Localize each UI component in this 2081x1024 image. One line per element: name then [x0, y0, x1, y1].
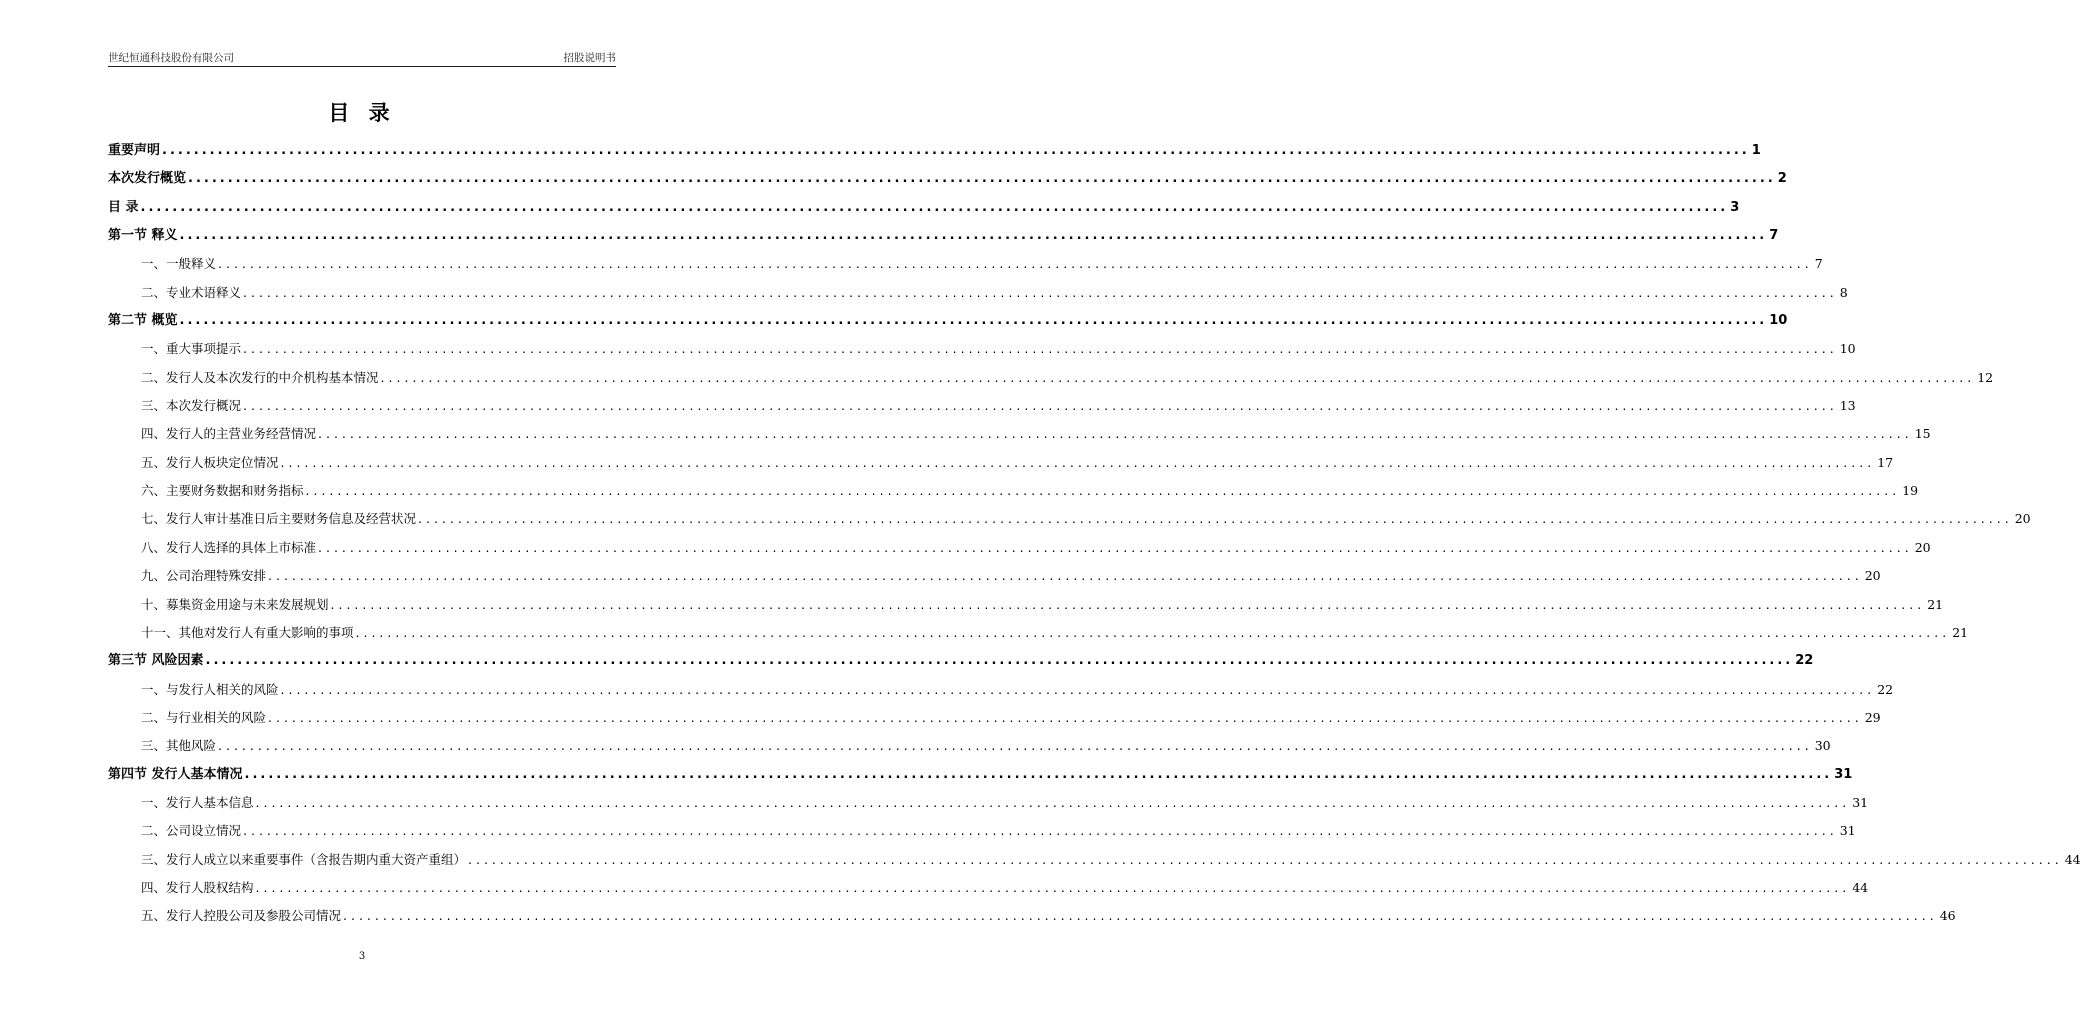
toc-chapter-entry[interactable]: [108, 141, 1761, 169]
toc-section-entry[interactable]: [108, 821, 1856, 849]
toc-entry-page: 22: [1795, 653, 1814, 669]
toc-entry-label: 本次发行概览: [108, 171, 187, 187]
toc-section-entry[interactable]: [108, 708, 1881, 736]
toc-section-entry[interactable]: [108, 566, 1881, 594]
toc-entry-label: 十、募集资金用途与未来发展规划: [141, 596, 329, 612]
toc-section-entry[interactable]: [108, 793, 1869, 821]
toc-dot-leader: ........................................................................................................................................................................................................: [179, 228, 1768, 244]
toc-entry-page: 12: [1977, 369, 1994, 385]
toc-entry-page: 3: [1730, 199, 1740, 215]
toc-dot-leader: ........................................................................................................................................................................................................: [140, 199, 1729, 215]
toc-dot-leader: ........................................................................................................................................................................................................: [243, 823, 1838, 839]
toc-dot-leader: ........................................................................................................................................................................................................: [318, 539, 1913, 555]
header-company-name: 世纪恒通科技股份有限公司: [108, 52, 234, 64]
toc-entry-label: 二、与行业相关的风险: [141, 709, 267, 725]
toc-entry-label: 七、发行人审计基准日后主要财务信息及经营状况: [141, 511, 417, 527]
toc-entry-label: 第一节 释义: [108, 228, 178, 244]
toc-chapter-entry[interactable]: [108, 169, 1787, 197]
toc-dot-leader: ........................................................................................................................................................................................................: [318, 426, 1913, 442]
toc-dot-leader: ........................................................................................................................................................................................................: [343, 908, 1938, 924]
page-number: 3: [358, 951, 366, 962]
toc-entry-page: 20: [1864, 568, 1881, 584]
toc-entry-page: 44: [2064, 851, 2081, 867]
toc-dot-leader: ........................................................................................................................................................................................................: [268, 568, 1863, 584]
toc-dot-leader: ........................................................................................................................................................................................................: [179, 313, 1768, 329]
toc-dot-leader: ........................................................................................................................................................................................................: [468, 851, 2063, 867]
toc-entry-label: 第二节 概览: [108, 313, 178, 329]
toc-entry-label: 三、其他风险: [141, 738, 217, 754]
toc-entry-label: 五、发行人板块定位情况: [141, 454, 279, 470]
toc-entry-label: 第四节 发行人基本情况: [108, 766, 243, 782]
toc-entry-label: 目 录: [108, 199, 139, 215]
toc-entry-page: 19: [1902, 483, 1919, 499]
toc-dot-leader: ........................................................................................................................................................................................................: [280, 454, 1876, 470]
toc-entry-page: 8: [1839, 284, 1848, 300]
toc-entry-label: 二、公司设立情况: [141, 823, 242, 839]
toc-dot-leader: ........................................................................................................................................................................................................: [330, 596, 1926, 612]
toc-dot-leader: ........................................................................................................................................................................................................: [205, 653, 1794, 669]
header-divider: [108, 66, 616, 67]
toc-entry-page: 21: [1952, 624, 1969, 640]
toc-entry-page: 1: [1751, 143, 1761, 158]
toc-entry-page: 10: [1769, 313, 1788, 329]
toc-entry-page: 31: [1852, 794, 1869, 810]
toc-entry-page: 29: [1864, 709, 1881, 725]
toc-entry-label: 三、发行人成立以来重要事件（含报告期内重大资产重组）: [141, 851, 467, 867]
toc-entry-label: 四、发行人的主营业务经营情况: [141, 426, 317, 442]
toc-entry-page: 44: [1852, 879, 1869, 895]
toc-dot-leader: ........................................................................................................................................................................................................: [218, 738, 1813, 754]
toc-section-entry[interactable]: [108, 736, 1831, 764]
toc-dot-leader: ........................................................................................................................................................................................................: [243, 341, 1838, 357]
toc-entry-page: 10: [1839, 341, 1856, 357]
toc-section-entry[interactable]: [108, 878, 1869, 906]
toc-section-entry[interactable]: [108, 509, 2031, 537]
toc-entry-page: 21: [1927, 596, 1944, 612]
toc-entry-label: 八、发行人选择的具体上市标准: [141, 539, 317, 555]
toc-chapter-entry[interactable]: [108, 198, 1740, 226]
toc-section-entry[interactable]: [108, 850, 2081, 878]
toc-dot-leader: ........................................................................................................................................................................................................: [243, 284, 1838, 300]
toc-entry-page: 20: [1914, 539, 1931, 555]
toc-dot-leader: ........................................................................................................................................................................................................: [305, 483, 1901, 499]
toc-entry-page: 13: [1839, 398, 1856, 414]
toc-section-entry[interactable]: [108, 906, 1956, 934]
toc-dot-leader: ........................................................................................................................................................................................................: [243, 398, 1838, 414]
toc-entry-page: 46: [1939, 908, 1956, 924]
toc-section-entry[interactable]: [108, 623, 1969, 651]
toc-dot-leader: ........................................................................................................................................................................................................: [162, 143, 1750, 158]
toc-section-entry[interactable]: [108, 453, 1894, 481]
toc-section-entry[interactable]: [108, 680, 1894, 708]
toc-section-entry[interactable]: [108, 396, 1856, 424]
toc-entry-label: 四、发行人股权结构: [141, 879, 254, 895]
toc-dot-leader: ........................................................................................................................................................................................................: [255, 879, 1851, 895]
toc-entry-page: 20: [2014, 511, 2031, 527]
toc-dot-leader: ........................................................................................................................................................................................................: [355, 624, 1951, 640]
toc-entry-page: 7: [1769, 228, 1779, 244]
toc-entry-label: 九、公司治理特殊安排: [141, 568, 267, 584]
toc-dot-leader: ........................................................................................................................................................................................................: [280, 681, 1876, 697]
toc-entry-label: 第三节 风险因素: [108, 653, 204, 669]
toc-entry-page: 30: [1814, 738, 1831, 754]
toc-section-entry[interactable]: [108, 595, 1944, 623]
toc-entry-page: 15: [1914, 426, 1931, 442]
toc-section-entry[interactable]: [108, 481, 1919, 509]
toc-entry-label: 三、本次发行概况: [141, 398, 242, 414]
toc-entry-label: 一、与发行人相关的风险: [141, 681, 279, 697]
toc-entry-page: 22: [1877, 681, 1894, 697]
toc-entry-page: 31: [1839, 823, 1856, 839]
toc-entry-page: 7: [1814, 256, 1823, 272]
page-header: [108, 50, 616, 64]
toc-entry-label: 六、主要财务数据和财务指标: [141, 483, 304, 499]
toc-dot-leader: ........................................................................................................................................................................................................: [268, 709, 1863, 725]
toc-entry-label: 一、重大事项提示: [141, 341, 242, 357]
toc-dot-leader: ........................................................................................................................................................................................................: [380, 369, 1976, 385]
header-document-type: 招股说明书: [563, 52, 616, 64]
toc-section-entry[interactable]: [108, 368, 1994, 396]
table-of-contents: [108, 141, 2081, 935]
toc-chapter-entry[interactable]: [108, 311, 1788, 339]
toc-entry-label: 五、发行人控股公司及参股公司情况: [141, 908, 342, 924]
toc-entry-label: 一、一般释义: [141, 256, 217, 272]
toc-dot-leader: ........................................................................................................................................................................................................: [244, 766, 1833, 782]
toc-entry-label: 二、专业术语释义: [141, 284, 242, 300]
toc-entry-label: 一、发行人基本信息: [141, 794, 254, 810]
toc-section-entry[interactable]: [108, 339, 1856, 367]
page-title: 目 录: [328, 101, 396, 125]
toc-chapter-entry[interactable]: [108, 765, 1853, 793]
toc-entry-label: 十一、其他对发行人有重大影响的事项: [141, 624, 354, 640]
toc-entry-label: 二、发行人及本次发行的中介机构基本情况: [141, 369, 379, 385]
toc-dot-leader: ........................................................................................................................................................................................................: [255, 794, 1851, 810]
toc-entry-page: 17: [1877, 454, 1894, 470]
toc-entry-page: 2: [1777, 171, 1787, 187]
toc-section-entry[interactable]: [108, 538, 1931, 566]
toc-entry-page: 31: [1834, 766, 1853, 782]
toc-dot-leader: ........................................................................................................................................................................................................: [188, 171, 1776, 187]
toc-dot-leader: ........................................................................................................................................................................................................: [418, 511, 2013, 527]
toc-chapter-entry[interactable]: [108, 226, 1779, 254]
toc-chapter-entry[interactable]: [108, 651, 1814, 679]
toc-section-entry[interactable]: [108, 254, 1823, 282]
toc-section-entry[interactable]: [108, 424, 1931, 452]
toc-dot-leader: ........................................................................................................................................................................................................: [218, 256, 1813, 272]
toc-section-entry[interactable]: [108, 283, 1848, 311]
toc-entry-label: 重要声明: [108, 143, 161, 158]
